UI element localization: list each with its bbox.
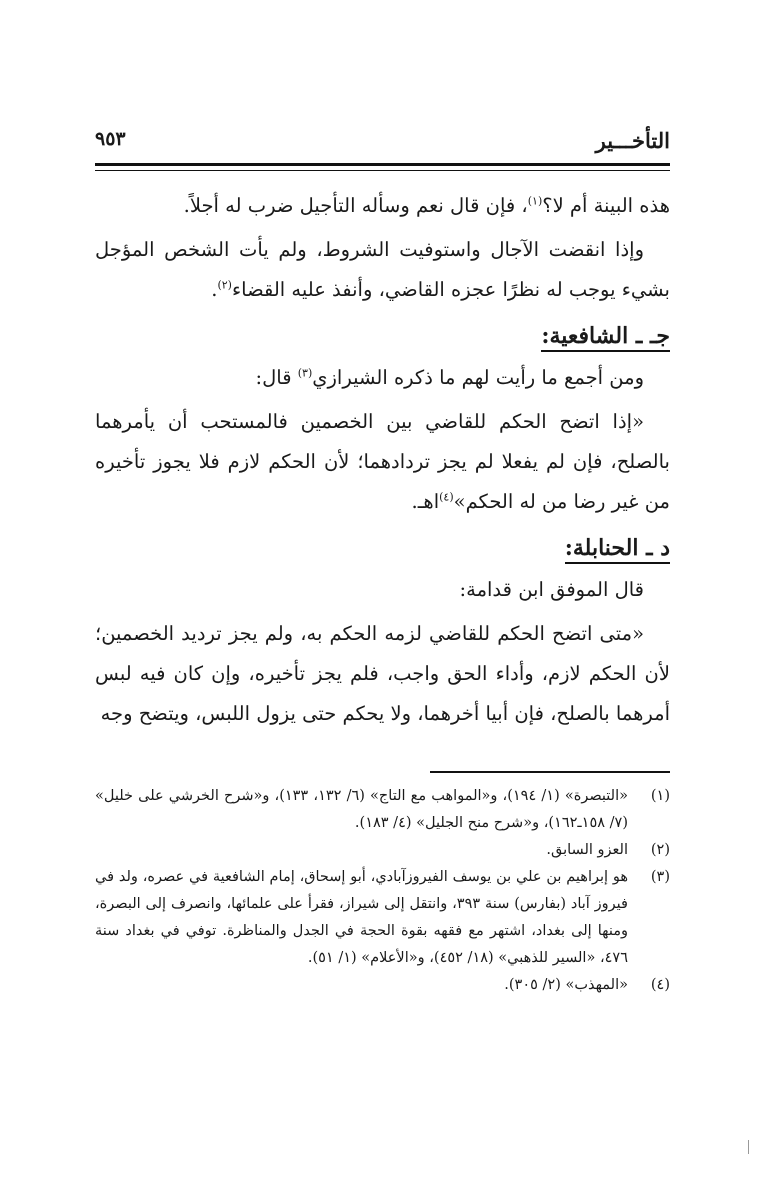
block-quote: «إذا اتضح الحكم للقاضي بين الخصمين فالمستحب أن يأمرهما بالصلح، فإن لم يفعلا لم يجز تردادهما؛ لأن الحكم لازم فلا يجوز تأخيره من غير رضا من له الحكم»$^{(٤)}$اهـ. (95, 410, 670, 513)
paragraph-text: هذه البينة أم لا؟ (542, 194, 670, 217)
footnotes (95, 783, 670, 999)
footnote-text: «التبصرة» (١/ ١٩٤)، و«المواهب مع التاج» (٦/ ١٣٢، ١٣٣)، و«شرح الخرشي على خليل» (٧/ ١٥٨ـ١٦٢)، و«شرح منح الجليل» (٤/ ١٨٣). (95, 788, 629, 831)
page-number: ٩٥٣ (95, 128, 126, 150)
paragraph-text: ومن أجمع ما رأيت لهم ما ذكره الشيرازي (312, 366, 644, 389)
paragraph (95, 186, 670, 226)
footnote-ref: (١) (527, 194, 543, 208)
paragraph-text: قال الموفق ابن قدامة: (459, 578, 644, 601)
paragraph: وإذا انقضت الآجال واستوفيت الشروط، ولم يأت الشخص المؤجل بشيء يوجب له نظرًا عجزه القاضي، وأنفذ عليه القضاء$^{(٢)}$. (95, 238, 670, 301)
footnote (95, 972, 670, 999)
section-heading: د ـ الحنابلة: (95, 526, 670, 570)
running-title: التأخـــير (595, 128, 670, 153)
quote-text: «متى اتضح الحكم للقاضي لزمه الحكم به، ولم يجز ترديد الخصمين؛ لأن الحكم لازم، وأداء الحق واجب، فلم يجز تأخيره، وإن كان فيه لبس أمرهما بالصلح، فإن أبيا أخرهما، ولا يحكم حتى يزول اللبس، ويتضح وجه (95, 622, 670, 725)
footnote (95, 864, 670, 972)
scan-mark (748, 1140, 749, 1154)
block-quote (95, 614, 670, 734)
footnote-number: (٤) (650, 977, 670, 993)
paragraph: ومن أجمع ما رأيت لهم ما ذكره الشيرازي$^{(٣)}$ قال: (255, 366, 644, 389)
body-text (95, 186, 670, 734)
quote-text: «إذا اتضح الحكم للقاضي بين الخصمين فالمستحب أن يأمرهما بالصلح، فإن لم يفعلا لم يجز تردادهما؛ لأن الحكم لازم فلا يجوز تأخيره من غير رضا من له الحكم» (95, 410, 670, 513)
footnote-number: (٢) (650, 842, 670, 858)
footnote-ref: (٤) (439, 490, 454, 504)
footnote (95, 783, 670, 837)
footnote-text: العزو السابق. (546, 842, 628, 858)
footnote-ref: (٣) (297, 366, 313, 380)
header-rule-thin (95, 170, 670, 171)
footnote (95, 837, 670, 864)
header-rule-thick (95, 163, 670, 166)
page-header (95, 128, 670, 154)
paragraph-text: وإذا انقضت الآجال واستوفيت الشروط، ولم يأت الشخص المؤجل بشيء يوجب له نظرًا عجزه القاضي، وأنفذ عليه القضاء (95, 238, 670, 301)
footnote-text: هو إبراهيم بن علي بن يوسف الفيروزآبادي، أبو إسحاق، إمام الشافعية في عصره، ولد في فيروز آباد (بفارس) سنة ٣٩٣، وانتقل إلى شيراز، فقرأ على علمائها، وانصرف إلى البصرة، ومنها إلى بغداد، اشتهر مع فقهه بقوة الحجة في الجدل والمناظرة. توفي في بغداد سنة ٤٧٦، «السير للذهبي» (١٨/ ٤٥٢)، و«الأعلام» (١/ ٥١). (95, 869, 628, 966)
footnote-text: «المهذب» (٢/ ٣٠٥). (504, 977, 628, 993)
section-heading: جـ ـ الشافعية: (95, 314, 670, 358)
paragraph (95, 570, 670, 610)
paragraph-text: ، فإن قال نعم وسأله التأجيل ضرب له أجلاً. (183, 194, 528, 217)
footnote-separator (430, 771, 670, 773)
footnote-number: (١) (650, 788, 670, 804)
footnote-number: (٣) (650, 869, 670, 885)
footnote-ref: (٢) (217, 278, 232, 292)
